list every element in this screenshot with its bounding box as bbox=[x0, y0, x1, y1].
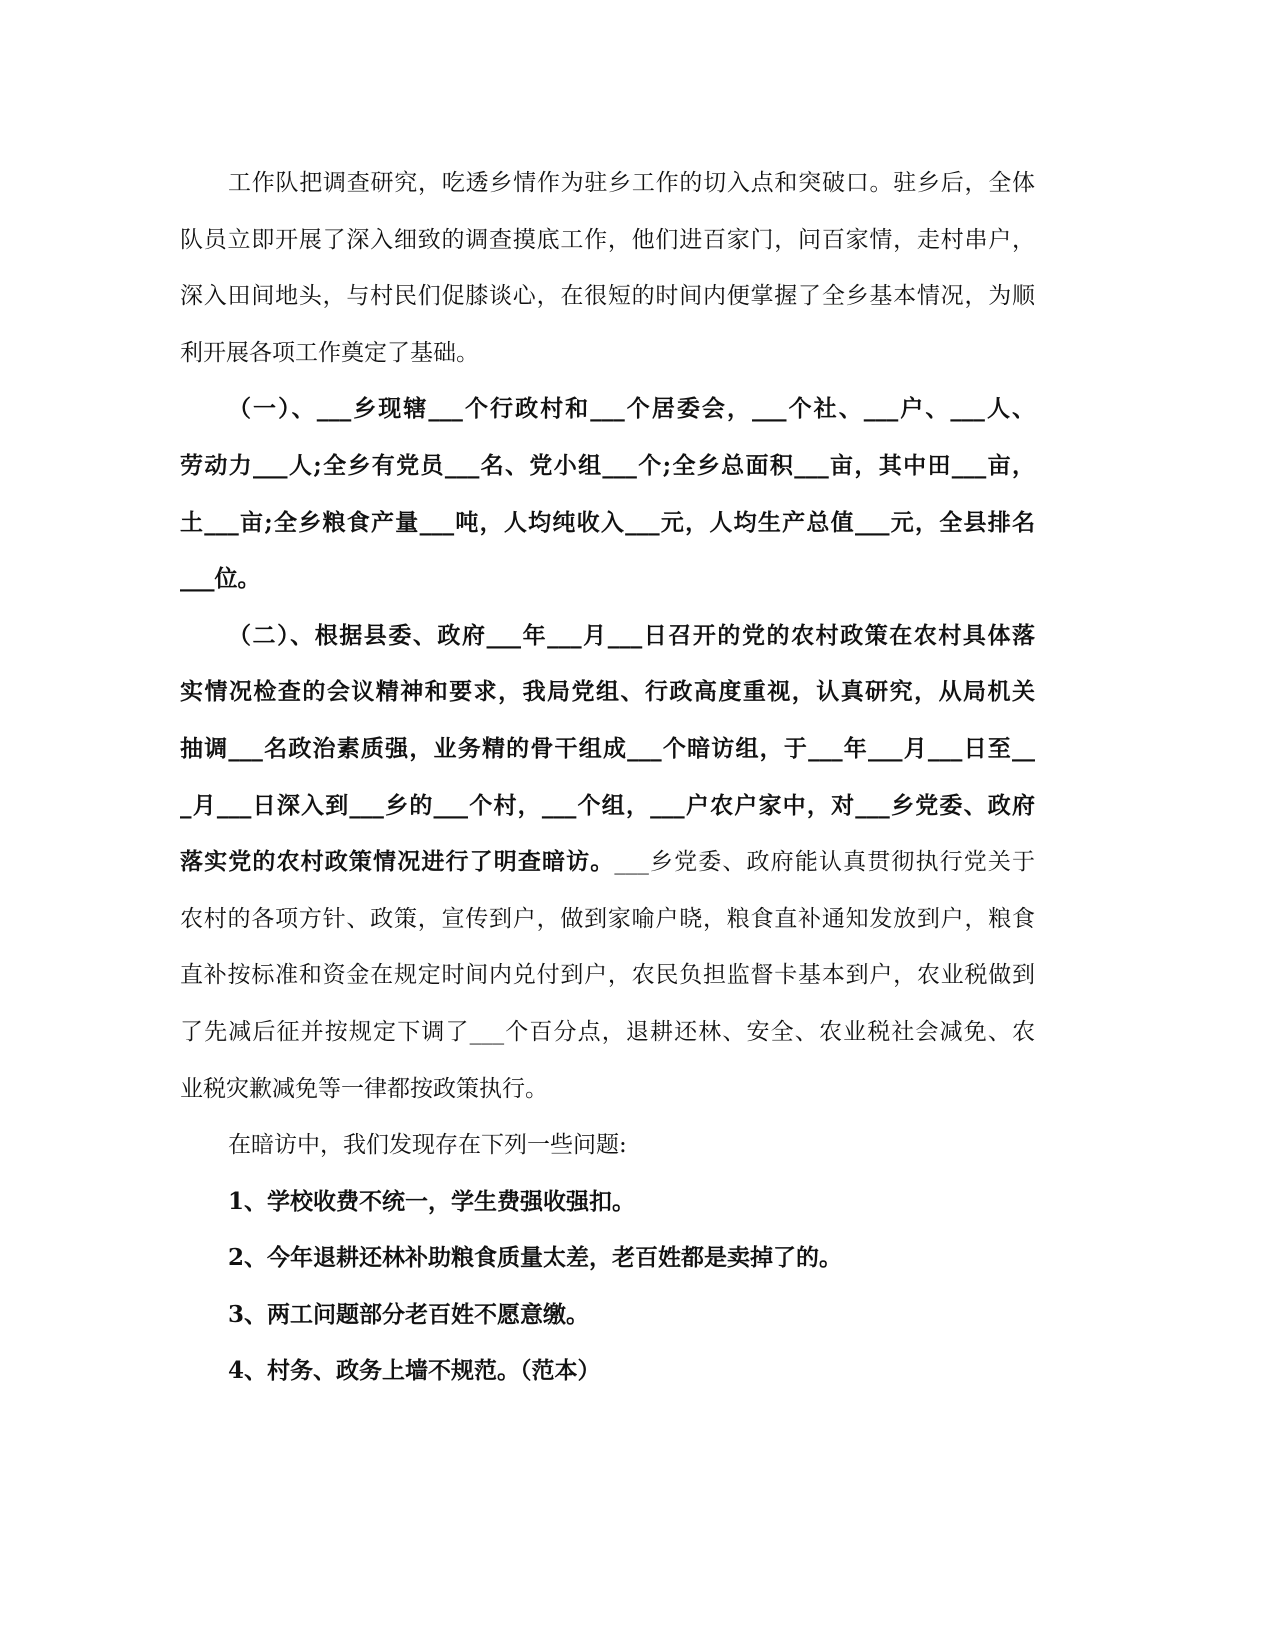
problems-list bbox=[180, 1185, 1035, 1411]
list-item: 2、今年退耕还林补助粮食质量太差，老百姓都是卖掉了的。 bbox=[228, 1244, 843, 1272]
text-line: 劳动力___人;全乡有党员___名、党小组___个;全乡总面积___亩，其中田___亩， bbox=[180, 451, 1035, 479]
intro-paragraph bbox=[180, 166, 1035, 392]
text-line: 队员立即开展了深入细致的调查摸底工作，他们进百家门，问百家情，走村串户， bbox=[180, 226, 1035, 253]
text-line: （二）、根据县委、政府___年___月___日召开的党的农村政策在农村具体落 bbox=[228, 621, 1035, 649]
text-line: 抽调___名政治素质强，业务精的骨干组成___个暗访组，于___年___月___日至__ bbox=[180, 734, 1035, 762]
text-line: 土___亩;全乡粮食产量___吨，人均纯收入___元，人均生产总值___元，全县排名 bbox=[180, 508, 1035, 536]
list-item: 4、村务、政务上墙不规范。（范本） bbox=[228, 1357, 601, 1385]
text-line bbox=[180, 845, 1035, 902]
text-line: 深入田间地头，与村民们促膝谈心，在很短的时间内便掌握了全乡基本情况，为顺 bbox=[180, 283, 1035, 310]
text-line: _月___日深入到___乡的___个村，___个组，___户农户家中，对___乡党委、政府 bbox=[180, 791, 1035, 819]
section-1-paragraph bbox=[180, 392, 1035, 618]
text-line: 工作队把调查研究，吃透乡情作为驻乡工作的切入点和突破口。驻乡后，全体 bbox=[228, 170, 1035, 196]
text-line: 农村的各项方针、政策，宣传到户，做到家喻户晓，粮食直补通知发放到户，粮食 bbox=[180, 905, 1035, 932]
text-line: （一）、___乡现辖___个行政村和___个居委会，___个社、___户、___人、 bbox=[228, 395, 1035, 423]
bold-segment: 落实党的农村政策情况进行了明查暗访。 bbox=[180, 848, 615, 876]
text-line: 利开展各项工作奠定了基础。 bbox=[180, 339, 479, 366]
problems-intro: 在暗访中，我们发现存在下列一些问题: bbox=[228, 1132, 627, 1159]
section-2-paragraph bbox=[180, 619, 1035, 1128]
text-line: 业税灾歉减免等一律都按政策执行。 bbox=[180, 1075, 548, 1102]
text-line: 直补按标准和资金在规定时间内兑付到户，农民负担监督卡基本到户，农业税做到 bbox=[180, 962, 1035, 989]
document-page bbox=[180, 166, 1035, 1411]
text-line: 了先减后征并按规定下调了___个百分点，退耕还林、安全、农业税社会减免、农 bbox=[180, 1018, 1035, 1045]
text-line: ___位。 bbox=[180, 565, 261, 593]
text-line: 实情况检查的会议精神和要求，我局党组、行政高度重视，认真研究，从局机关 bbox=[180, 678, 1035, 706]
list-item: 1、学校收费不统一，学生费强收强扣。 bbox=[228, 1187, 636, 1215]
regular-segment: ___乡党委、政府能认真贯彻执行党关于 bbox=[614, 849, 1036, 876]
list-item: 3、两工问题部分老百姓不愿意缴。 bbox=[228, 1300, 590, 1328]
